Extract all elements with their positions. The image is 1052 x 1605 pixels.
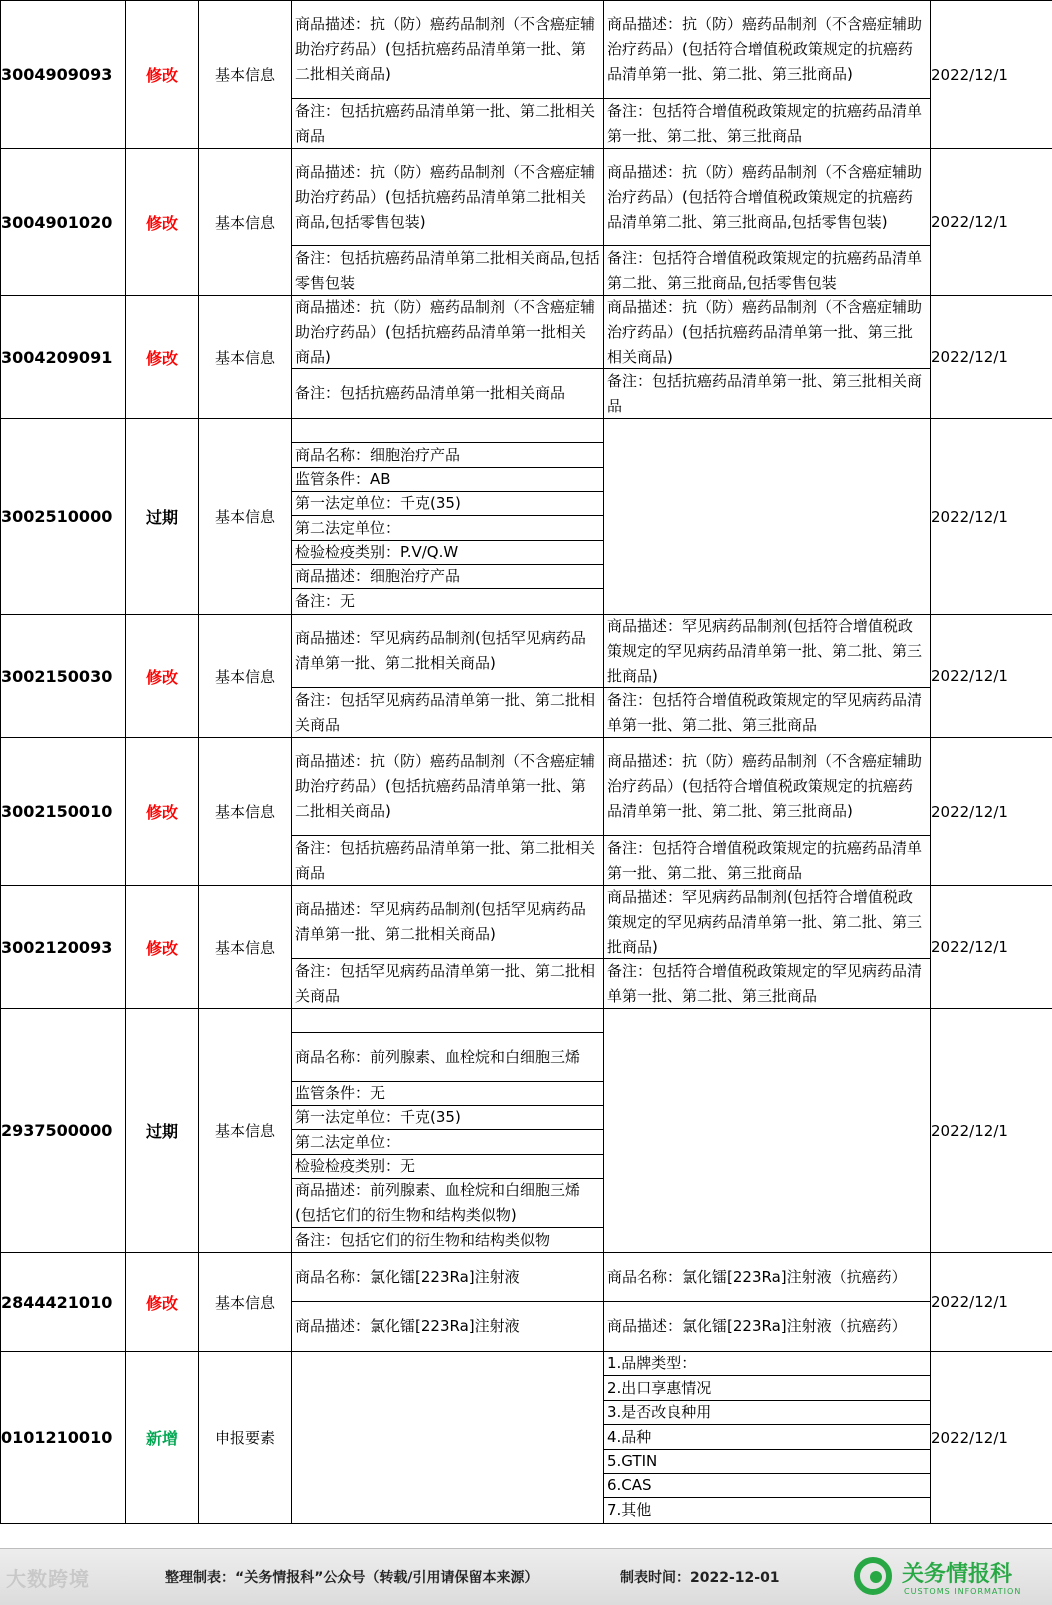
before-text: 检验检疫类别：P.V/Q.W bbox=[295, 541, 458, 565]
changed-field: 基本信息 bbox=[199, 149, 292, 296]
before-item bbox=[292, 443, 603, 468]
table-row bbox=[1, 886, 1052, 1009]
before-text: 商品描述：抗（防）癌药品制剂（不含癌症辅助治疗药品）(包括抗癌药品清单第二批相关商品,包括零售包装) bbox=[295, 160, 600, 235]
effective-date: 2022/12/1 bbox=[931, 1253, 1052, 1352]
table-row bbox=[1, 1253, 1052, 1352]
watermark-text: 大数跨境 bbox=[6, 1563, 90, 1592]
after-text: 备注：包括符合增值税政策规定的罕见病药品清单第一批、第二批、第三批商品 bbox=[607, 959, 927, 1008]
after-item bbox=[604, 1474, 930, 1498]
before-text: 商品描述：氯化镭[223Ra]注射液 bbox=[295, 1314, 520, 1339]
after-item bbox=[604, 1450, 930, 1474]
changed-field: 基本信息 bbox=[199, 296, 292, 419]
changed-field: 申报要素 bbox=[199, 1352, 292, 1524]
before-text: 检验检疫类别：无 bbox=[295, 1155, 415, 1179]
after-text: 商品描述：抗（防）癌药品制剂（不含癌症辅助治疗药品）(包括符合增值税政策规定的抗癌药品清单第二批、第三批商品,包括零售包装) bbox=[607, 160, 927, 235]
tariff-code: 3004909093 bbox=[1, 1, 126, 149]
changed-field: 基本信息 bbox=[199, 615, 292, 738]
after-item bbox=[604, 688, 930, 737]
before-text: 第二法定单位： bbox=[295, 516, 400, 541]
before-text: 商品描述：抗（防）癌药品制剂（不含癌症辅助治疗药品）(包括抗癌药品清单第一批、第二批相关商品) bbox=[295, 749, 600, 824]
after-item bbox=[604, 1401, 930, 1425]
after-content bbox=[604, 886, 931, 1009]
table-row bbox=[1, 1009, 1052, 1253]
table-row bbox=[1, 419, 1052, 615]
after-text: 2.出口享惠情况 bbox=[607, 1376, 711, 1401]
before-text: 商品描述：前列腺素、血栓烷和白细胞三烯(包括它们的衍生物和结构类似物) bbox=[295, 1179, 600, 1228]
after-content bbox=[604, 419, 931, 615]
changed-field: 基本信息 bbox=[199, 886, 292, 1009]
before-item bbox=[292, 492, 603, 516]
after-text: 商品描述：罕见病药品制剂(包括符合增值税政策规定的罕见病药品清单第一批、第二批、第三批商品) bbox=[607, 615, 927, 688]
after-text: 商品描述：抗（防）癌药品制剂（不含癌症辅助治疗药品）(包括符合增值税政策规定的抗癌药品清单第一批、第二批、第三批商品) bbox=[607, 749, 927, 824]
effective-date: 2022/12/1 bbox=[931, 615, 1052, 738]
after-text: 6.CAS bbox=[607, 1474, 652, 1498]
before-content bbox=[292, 738, 604, 886]
before-text: 备注：包括抗癌药品清单第一批、第二批相关商品 bbox=[295, 836, 600, 885]
before-item bbox=[292, 419, 603, 443]
after-item bbox=[604, 149, 930, 246]
before-item bbox=[292, 246, 603, 295]
before-text: 商品描述：抗（防）癌药品制剂（不含癌症辅助治疗药品）(包括抗癌药品清单第一批相关商品) bbox=[295, 296, 600, 369]
before-item bbox=[292, 1302, 603, 1351]
after-item bbox=[604, 1302, 930, 1351]
logo-name: 关务情报科 bbox=[902, 1557, 1012, 1588]
changed-field: 基本信息 bbox=[199, 1, 292, 149]
effective-date: 2022/12/1 bbox=[931, 419, 1052, 615]
before-text: 商品描述：罕见病药品制剂(包括罕见病药品清单第一批、第二批相关商品) bbox=[295, 626, 600, 676]
changed-field: 基本信息 bbox=[199, 1253, 292, 1352]
changed-field: 基本信息 bbox=[199, 738, 292, 886]
after-item bbox=[604, 1352, 930, 1376]
after-content bbox=[604, 149, 931, 296]
after-text: 备注：包括符合增值税政策规定的抗癌药品清单第二批、第三批商品,包括零售包装 bbox=[607, 246, 927, 295]
after-content bbox=[604, 1, 931, 149]
after-text: 备注：包括抗癌药品清单第一批、第三批相关商品 bbox=[607, 369, 927, 418]
logo-subtitle: CUSTOMS INFORMATION bbox=[904, 1587, 1021, 1596]
logo-icon bbox=[854, 1557, 892, 1595]
after-item bbox=[604, 1253, 930, 1302]
table-row bbox=[1, 738, 1052, 886]
before-item bbox=[292, 149, 603, 246]
after-item bbox=[604, 1498, 930, 1523]
before-item bbox=[292, 688, 603, 737]
after-content bbox=[604, 1009, 931, 1253]
before-text: 商品名称：细胞治疗产品 bbox=[295, 443, 460, 468]
after-text: 3.是否改良种用 bbox=[607, 1401, 711, 1425]
after-text: 5.GTIN bbox=[607, 1450, 657, 1474]
tariff-code: 3004901020 bbox=[1, 149, 126, 296]
effective-date: 2022/12/1 bbox=[931, 738, 1052, 886]
before-item bbox=[292, 468, 603, 492]
before-content bbox=[292, 1352, 604, 1524]
before-text: 备注：包括它们的衍生物和结构类似物 bbox=[295, 1228, 550, 1252]
before-item bbox=[292, 1, 603, 99]
after-item bbox=[604, 1, 930, 99]
change-type: 修改 bbox=[126, 738, 199, 886]
before-item bbox=[292, 1009, 603, 1033]
before-text: 商品描述：抗（防）癌药品制剂（不含癌症辅助治疗药品）(包括抗癌药品清单第一批、第二批相关商品) bbox=[295, 12, 600, 87]
before-text: 备注：包括抗癌药品清单第一批、第二批相关商品 bbox=[295, 99, 600, 148]
after-item bbox=[604, 369, 930, 418]
before-item bbox=[292, 615, 603, 688]
before-text: 商品描述：细胞治疗产品 bbox=[295, 565, 460, 589]
tariff-code: 3002150030 bbox=[1, 615, 126, 738]
tariff-code: 2937500000 bbox=[1, 1009, 126, 1253]
table-body bbox=[1, 1, 1052, 1524]
after-content bbox=[604, 1253, 931, 1352]
tariff-code: 3002150010 bbox=[1, 738, 126, 886]
tariff-code: 3004209091 bbox=[1, 296, 126, 419]
after-text: 商品描述：抗（防）癌药品制剂（不含癌症辅助治疗药品）(包括抗癌药品清单第一批、第三批相关商品) bbox=[607, 296, 927, 369]
after-text: 商品名称：氯化镭[223Ra]注射液（抗癌药） bbox=[607, 1265, 907, 1290]
after-item bbox=[604, 246, 930, 295]
effective-date: 2022/12/1 bbox=[931, 1352, 1052, 1524]
after-text: 备注：包括符合增值税政策规定的抗癌药品清单第一批、第二批、第三批商品 bbox=[607, 99, 927, 148]
after-content bbox=[604, 296, 931, 419]
before-text: 商品名称：氯化镭[223Ra]注射液 bbox=[295, 1265, 520, 1290]
effective-date: 2022/12/1 bbox=[931, 296, 1052, 419]
after-item bbox=[604, 959, 930, 1008]
before-text: 备注：包括抗癌药品清单第二批相关商品,包括零售包装 bbox=[295, 246, 600, 295]
after-content bbox=[604, 1352, 931, 1524]
before-content bbox=[292, 615, 604, 738]
before-content bbox=[292, 1, 604, 149]
before-item bbox=[292, 541, 603, 565]
footer-time: 制表时间：2022-12-01 bbox=[620, 1567, 780, 1587]
changed-field: 基本信息 bbox=[199, 419, 292, 615]
after-item bbox=[604, 836, 930, 885]
after-item bbox=[604, 886, 930, 959]
after-item bbox=[604, 99, 930, 148]
before-item bbox=[292, 1253, 603, 1302]
before-content bbox=[292, 419, 604, 615]
change-type: 修改 bbox=[126, 1253, 199, 1352]
before-item bbox=[292, 1179, 603, 1228]
before-item bbox=[292, 738, 603, 836]
after-text: 商品描述：氯化镭[223Ra]注射液（抗癌药） bbox=[607, 1314, 907, 1339]
before-text: 备注：包括抗癌药品清单第一批相关商品 bbox=[295, 381, 565, 406]
before-item bbox=[292, 1033, 603, 1082]
before-content bbox=[292, 886, 604, 1009]
before-text: 第一法定单位：千克(35) bbox=[295, 1106, 461, 1130]
change-type: 过期 bbox=[126, 1009, 199, 1253]
before-item bbox=[292, 589, 603, 614]
before-text: 第二法定单位： bbox=[295, 1130, 400, 1155]
change-type: 修改 bbox=[126, 615, 199, 738]
before-item bbox=[292, 1130, 603, 1155]
before-item bbox=[292, 959, 603, 1008]
tariff-code: 3002120093 bbox=[1, 886, 126, 1009]
effective-date: 2022/12/1 bbox=[931, 1009, 1052, 1253]
before-item bbox=[292, 836, 603, 885]
before-content bbox=[292, 1009, 604, 1253]
table-row bbox=[1, 1, 1052, 149]
after-content bbox=[604, 615, 931, 738]
before-text: 商品名称：前列腺素、血栓烷和白细胞三烯 bbox=[295, 1045, 580, 1070]
before-item bbox=[292, 516, 603, 541]
tariff-code: 2844421010 bbox=[1, 1253, 126, 1352]
after-text: 7.其他 bbox=[607, 1498, 651, 1523]
before-text: 商品描述：罕见病药品制剂(包括罕见病药品清单第一批、第二批相关商品) bbox=[295, 897, 600, 947]
changed-field: 基本信息 bbox=[199, 1009, 292, 1253]
before-content bbox=[292, 149, 604, 296]
change-type: 修改 bbox=[126, 886, 199, 1009]
after-text: 商品描述：罕见病药品制剂(包括符合增值税政策规定的罕见病药品清单第一批、第二批、第三批商品) bbox=[607, 886, 927, 959]
after-item bbox=[604, 738, 930, 836]
before-text: 备注：包括罕见病药品清单第一批、第二批相关商品 bbox=[295, 959, 600, 1008]
change-type: 新增 bbox=[126, 1352, 199, 1524]
effective-date: 2022/12/1 bbox=[931, 1, 1052, 149]
before-item bbox=[292, 99, 603, 148]
before-content bbox=[292, 296, 604, 419]
after-text: 商品描述：抗（防）癌药品制剂（不含癌症辅助治疗药品）(包括符合增值税政策规定的抗癌药品清单第一批、第二批、第三批商品) bbox=[607, 12, 927, 87]
after-item bbox=[604, 1425, 930, 1450]
before-item bbox=[292, 296, 603, 369]
table-row bbox=[1, 615, 1052, 738]
change-type: 修改 bbox=[126, 1, 199, 149]
effective-date: 2022/12/1 bbox=[931, 886, 1052, 1009]
before-content bbox=[292, 1253, 604, 1352]
effective-date: 2022/12/1 bbox=[931, 149, 1052, 296]
after-content bbox=[604, 738, 931, 886]
table-row bbox=[1, 149, 1052, 296]
before-item bbox=[292, 1082, 603, 1106]
before-text: 监管条件：AB bbox=[295, 468, 391, 492]
before-item bbox=[292, 369, 603, 418]
before-item bbox=[292, 1155, 603, 1179]
tariff-code: 3002510000 bbox=[1, 419, 126, 615]
tariff-code: 0101210010 bbox=[1, 1352, 126, 1524]
footer-bar bbox=[0, 1548, 1052, 1605]
after-item bbox=[604, 296, 930, 369]
after-item bbox=[604, 615, 930, 688]
before-item bbox=[292, 1106, 603, 1130]
after-text: 4.品种 bbox=[607, 1425, 651, 1450]
after-item bbox=[604, 1376, 930, 1401]
before-text: 备注：无 bbox=[295, 589, 355, 614]
after-text: 备注：包括符合增值税政策规定的抗癌药品清单第一批、第二批、第三批商品 bbox=[607, 836, 927, 885]
before-text: 监管条件：无 bbox=[295, 1082, 385, 1106]
before-item bbox=[292, 1228, 603, 1252]
before-item bbox=[292, 565, 603, 589]
before-text: 第一法定单位：千克(35) bbox=[295, 492, 461, 516]
change-type: 修改 bbox=[126, 296, 199, 419]
after-text: 备注：包括符合增值税政策规定的罕见病药品清单第一批、第二批、第三批商品 bbox=[607, 688, 927, 737]
change-type: 过期 bbox=[126, 419, 199, 615]
after-text: 1.品牌类型： bbox=[607, 1352, 696, 1376]
footer-credit: 整理制表：“关务情报科”公众号（转载/引用请保留本来源） bbox=[165, 1567, 539, 1587]
before-text: 备注：包括罕见病药品清单第一批、第二批相关商品 bbox=[295, 688, 600, 737]
change-type: 修改 bbox=[126, 149, 199, 296]
table-row bbox=[1, 1352, 1052, 1524]
before-item bbox=[292, 886, 603, 959]
table-row bbox=[1, 296, 1052, 419]
